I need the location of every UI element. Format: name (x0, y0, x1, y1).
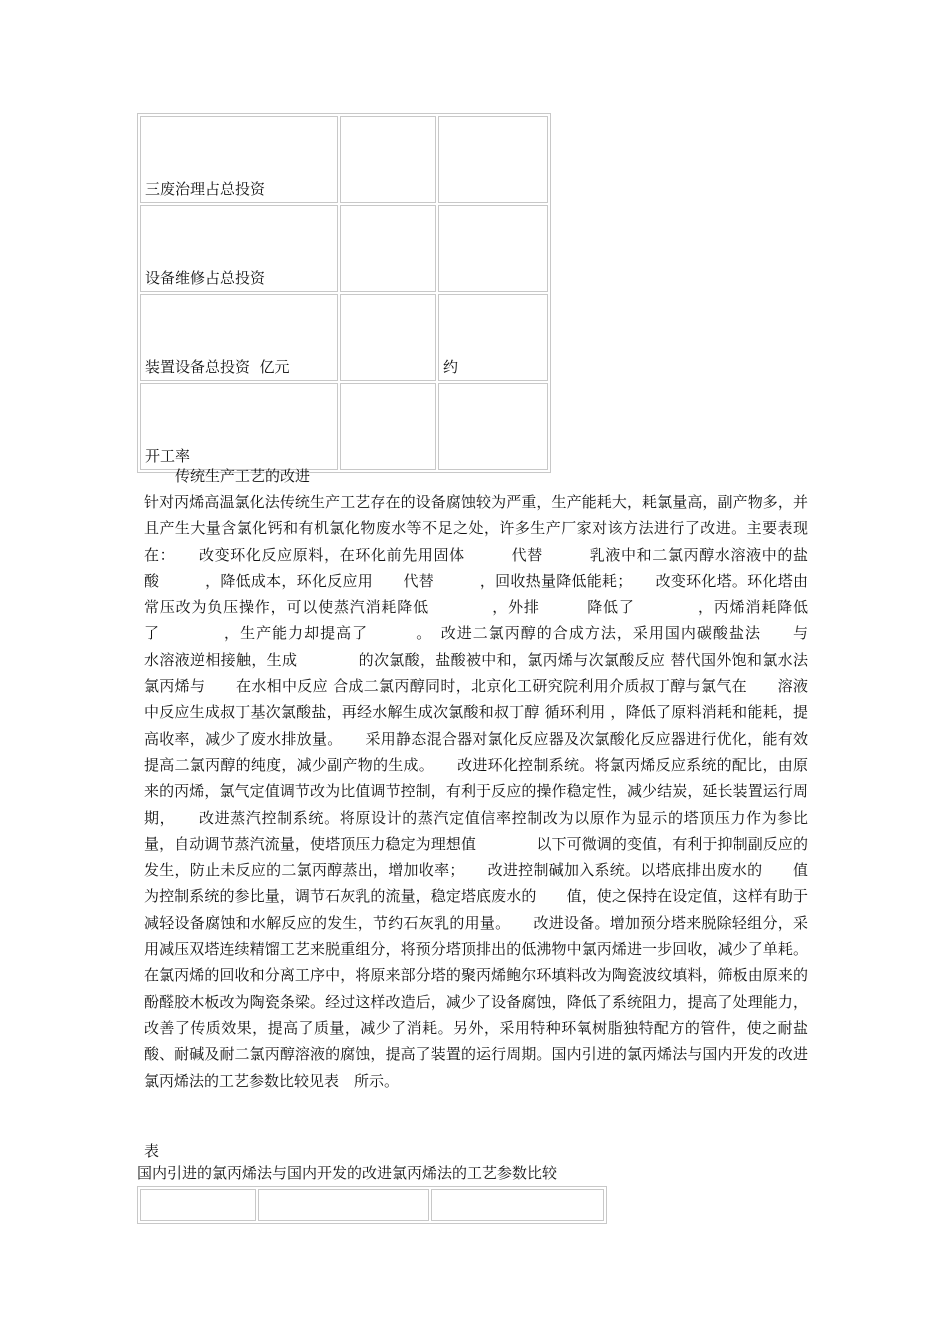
body-paragraph: 针对丙烯高温氯化法传统生产工艺存在的设备腐蚀较为严重，生产能耗大，耗氯量高，副产物多，并且产生大量含氯化钙和有机氯化物废水等不足之处，许多生产厂家对该方法进行了改进。主要表现在： 改变环化反应原料，在环化前先用固体 代替 乳液中和二氯丙醇水溶液中的盐酸 ，降低成本，环化反应用 代替 ，回收热量降低能耗； 改变环化塔。环化塔由常压改为负压操作，可以使蒸汽消耗降低 ，外排 降低了 ，丙烯消耗降低了 ，生产能力却提高了 。 改进二氯丙醇的合成方法，采用国内碳酸盐法 与 水溶液逆相接触，生成 的次氯酸，盐酸被中和，氯丙烯与次氯酸反应 替代国外饱和氯水法 氯丙烯与 在水相中反应 合成二氯丙醇同时，北京化工研究院利用介质叔丁醇与氯气在 溶液中反应生成叔丁基次氯酸盐，再经水解生成次氯酸和叔丁醇 循环利用 ，降低了原料消耗和能耗，提高收率，减少了废水排放量。 采用静态混合器对氯化反应器及次氯酸化反应器进行优化，能有效提高二氯丙醇的纯度，减少副产物的生成。 改进环化控制系统。将氯丙烯反应系统的配比，由原来的丙烯，氯气定值调节改为比值调节控制，有利于反应的操作稳定性，减少结炭，延长装置运行周期， 改进蒸汽控制系统。将原设计的蒸汽定值信率控制改为以原作为显示的塔顶压力作为参比量，自动调节蒸汽流量，使塔顶压力稳定为理想值 以下可微调的变值，有利于抑制副反应的发生，防止未反应的二氯丙醇蒸出，增加收率； 改进控制碱加入系统。以塔底排出废水的 值为控制系统的参比量，调节石灰乳的流量，稳定塔底废水的 值，使之保持在设定值，这样有助于减轻设备腐蚀和水解反应的发生，节约石灰乳的用量。 改进设备。增加预分塔来脱除轻组分，采用减压双塔连续精馏工艺来脱重组分，将预分塔顶排出的低沸物中氯丙烯进一步回收，减少了单耗。在氯丙烯的回收和分离工序中，将原来部分塔的聚丙烯鲍尔环填料改为陶瓷波纹填料，筛板由原来的酚醛胶木板改为陶瓷条梁。经过这样改造后，减少了设备腐蚀，降低了系统阻力，提高了处理能力，改善了传质效果，提高了质量，减少了消耗。另外，采用特种环氧树脂独特配方的管件，使之耐盐酸、耐碱及耐二氯丙醇溶液的腐蚀，提高了装置的运行周期。国内引进的氯丙烯法与国内开发的改进氯丙烯法的工艺参数比较见表 所示。 (144, 493, 854, 1090)
table-cell (438, 383, 548, 470)
table-row (140, 383, 548, 470)
table-row (140, 116, 548, 203)
table-row (140, 205, 548, 292)
table-cell (340, 383, 436, 470)
table-cell (258, 1189, 429, 1221)
table-cell (438, 205, 548, 292)
table-cell: 设备维修占总投资 (140, 205, 338, 292)
investment-table (137, 113, 551, 473)
table-cell (431, 1189, 604, 1221)
table-cell (340, 205, 436, 292)
table-cell: 约 (438, 294, 548, 381)
table-cell: 开工率 (140, 383, 338, 470)
section-heading: 传统生产工艺的改进 (175, 467, 311, 485)
table-cell (140, 1189, 256, 1221)
table-cell: 三废治理占总投资 (140, 116, 338, 203)
table-row (140, 294, 548, 381)
table-row (140, 1189, 604, 1221)
table-cell: 装置设备总投资 亿元 (140, 294, 338, 381)
table-caption: 国内引进的氯丙烯法与国内开发的改进氯丙烯法的工艺参数比较 (137, 1164, 558, 1182)
table-cell (340, 116, 436, 203)
table-cell (438, 116, 548, 203)
comparison-table (137, 1186, 607, 1224)
table-cell (340, 294, 436, 381)
table-label: 表 (144, 1142, 160, 1160)
